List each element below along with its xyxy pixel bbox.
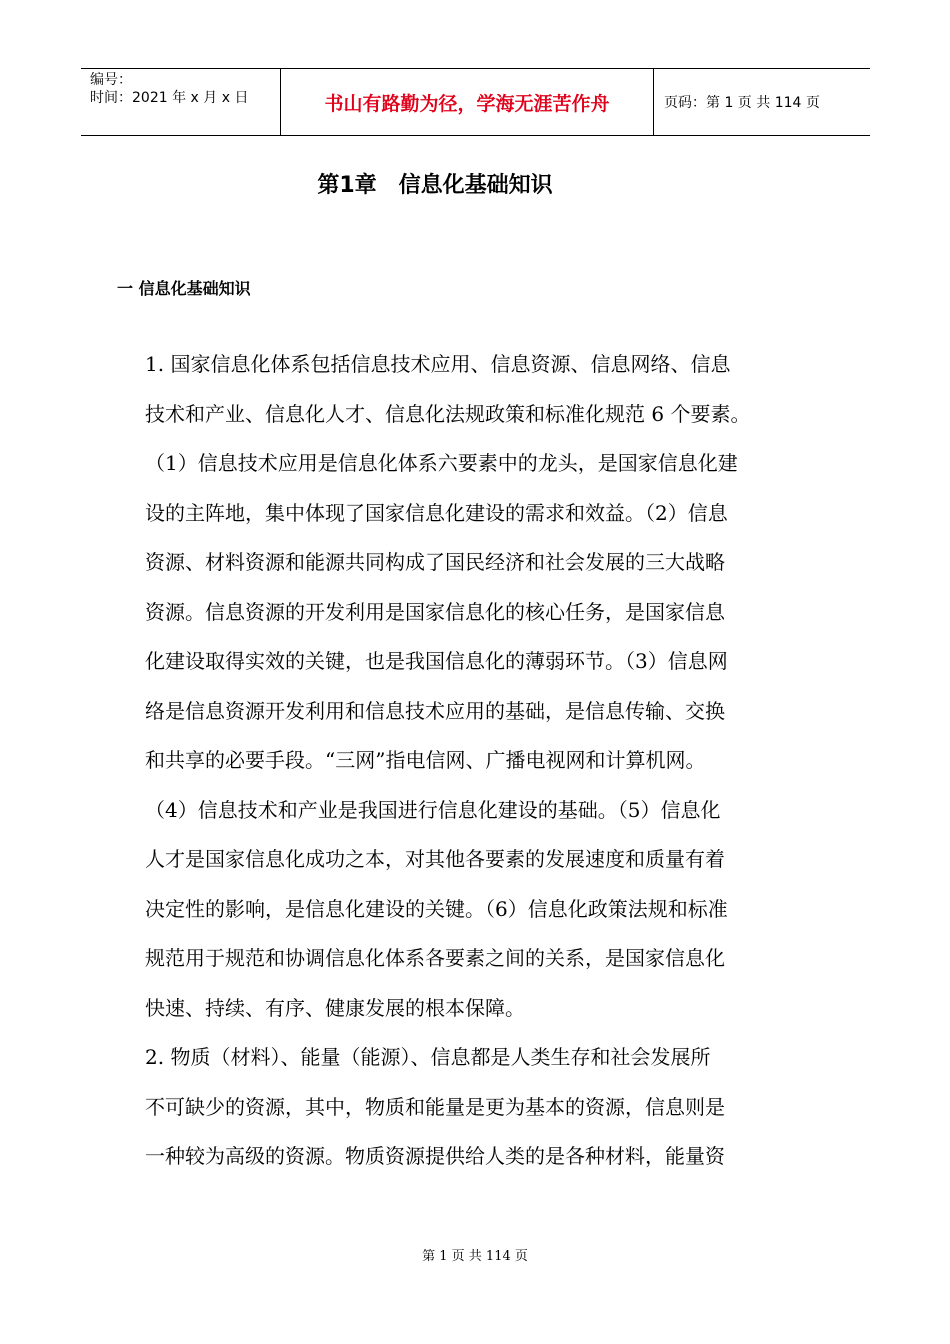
header-meta-cell — [81, 69, 281, 135]
body-line: 规范用于规范和协调信息化体系各要素之间的关系，是国家信息化 — [145, 946, 725, 970]
body-line: （4）信息技术和产业是我国进行信息化建设的基础。（5）信息化 — [145, 797, 721, 822]
motto: 书山有路勤为径，学海无涯苦作舟 — [281, 69, 654, 135]
number-label: 编号： — [90, 72, 132, 88]
section-heading: 一 信息化基础知识 — [117, 279, 251, 298]
body-line: 资源。信息资源的开发利用是国家信息化的核心任务，是国家信息 — [145, 599, 725, 624]
body-line: （1）信息技术应用是信息化体系六要素中的龙头，是国家信息化建 — [145, 451, 738, 475]
body-line: 人才是国家信息化成功之本，对其他各要素的发展速度和质量有着 — [145, 847, 725, 871]
page-footer: 第 1 页 共 114 页 — [422, 1249, 528, 1264]
body-line: 设的主阵地，集中体现了国家信息化建设的需求和效益。（2）信息 — [145, 500, 728, 525]
body-line: 技术和产业、信息化人才、信息化法规政策和标准化规范 6 个要素。 — [145, 401, 751, 426]
body-line: 快速、持续、有序、健康发展的根本保障。 — [145, 995, 525, 1020]
body-line: 决定性的影响，是信息化建设的关键。（6）信息化政策法规和标准 — [145, 896, 728, 921]
header-table — [81, 68, 870, 136]
body-line: 资源、材料资源和能源共同构成了国民经济和社会发展的三大战略 — [145, 550, 725, 574]
date-label: 时间：2021 年 x 月 x 日 — [90, 90, 249, 106]
body-line: 一种较为高级的资源。物质资源提供给人类的是各种材料，能量资 — [145, 1144, 725, 1168]
body-line: 化建设取得实效的关键，也是我国信息化的薄弱环节。（3）信息网 — [145, 649, 728, 673]
body-line: 和共享的必要手段。“三网”指电信网、广播电视网和计算机网。 — [145, 748, 706, 772]
body-line: 2. 物质（材料）、能量（能源）、信息都是人类生存和社会发展所 — [145, 1045, 711, 1069]
page-info: 页码：第 1 页 共 114 页 — [664, 95, 820, 111]
body-line: 1. 国家信息化体系包括信息技术应用、信息资源、信息网络、信息 — [145, 352, 731, 376]
body-text — [145, 340, 825, 1182]
body-line: 络是信息资源开发利用和信息技术应用的基础，是信息传输、交换 — [145, 698, 725, 723]
body-line: 不可缺少的资源，其中，物质和能量是更为基本的资源，信息则是 — [145, 1094, 725, 1119]
chapter-title: 第1章 信息化基础知识 — [317, 173, 553, 198]
